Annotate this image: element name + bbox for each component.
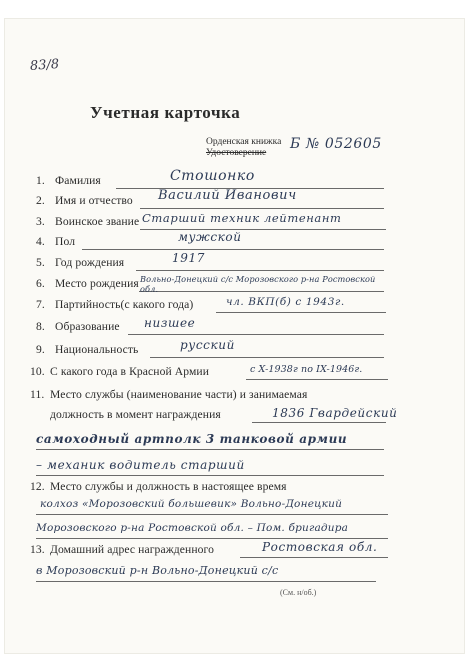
- order-book-label: Орденская книжка: [206, 137, 282, 147]
- field-2-label: Имя и отчество: [55, 194, 133, 207]
- field-4-num: 4.: [36, 235, 45, 248]
- field-7-num: 7.: [36, 298, 45, 311]
- field-2-num: 2.: [36, 194, 45, 207]
- field-11-num: 11.: [30, 388, 45, 401]
- field-9-line: [150, 357, 384, 358]
- field-10-label: С какого года в Красной Армии: [50, 365, 210, 378]
- field-7-line: [216, 312, 386, 313]
- field-4-line: [82, 249, 384, 250]
- field-7-label: Партийность(с какого года): [55, 298, 194, 311]
- field-9-num: 9.: [36, 343, 45, 356]
- field-12-num: 12.: [30, 480, 45, 493]
- field-5-label: Год рождения: [55, 256, 125, 269]
- field-9-label: Национальность: [55, 343, 139, 356]
- field-11-label-line1: Место службы (наименование части) и занимаемая: [50, 388, 308, 401]
- field-11-label-line2: должность в момент награждения: [50, 408, 221, 421]
- field-12-line1: [36, 514, 388, 515]
- field-3-value: Старший техник лейтенант: [142, 211, 342, 225]
- field-12-label: Место службы и должность в настоящее время: [50, 480, 287, 493]
- field-3-num: 3.: [36, 215, 45, 228]
- field-2-line: [140, 208, 384, 209]
- field-9-value: русский: [180, 338, 235, 352]
- field-7-value: чл. ВКП(б) с 1943г.: [226, 296, 345, 308]
- field-3-line: [140, 229, 386, 230]
- field-6-value: Вольно-Донецкий с/с Морозовского р-на Ростовской обл.: [140, 274, 376, 294]
- field-5-line: [136, 270, 384, 271]
- field-8-line: [128, 334, 384, 335]
- field-1-num: 1.: [36, 174, 45, 187]
- field-12-line2: [36, 538, 388, 539]
- field-13-label: Домашний адрес награжденного: [50, 543, 215, 556]
- field-13-value-line2: в Морозовский р-н Вольно-Донецкий с/с: [36, 564, 279, 577]
- field-11-value-line2: самоходный артполк 3 танковой армии: [36, 432, 348, 446]
- field-1-value: Стошонко: [170, 168, 255, 184]
- field-11-value-line3: – механик водитель старший: [36, 458, 245, 472]
- field-5-num: 5.: [36, 256, 45, 269]
- field-12-value-line1: колхоз «Морозовский большевик» Вольно-Донецкий: [40, 498, 343, 510]
- field-10-value: с X-1938г по IX-1946г.: [250, 364, 363, 375]
- field-11-line1: [252, 422, 386, 423]
- field-8-num: 8.: [36, 320, 45, 333]
- card-title: Учетная карточка: [90, 103, 241, 122]
- field-8-label: Образование: [55, 320, 120, 333]
- field-13-line1: [240, 557, 388, 558]
- field-3-label: Воинское звание: [55, 215, 140, 228]
- field-12-value-line2: Морозовского р-на Ростовской обл. – Пом. бригадира: [36, 522, 349, 534]
- corner-note: 83/8: [29, 56, 60, 75]
- order-book-struck-label: Удостоверение: [206, 148, 267, 158]
- field-1-label: Фамилия: [55, 174, 101, 187]
- field-10-line: [246, 379, 388, 380]
- field-8-value: низшее: [144, 316, 196, 330]
- order-book-number: Б № 052605: [290, 136, 382, 152]
- footer-note: (См. н/об.): [280, 588, 317, 597]
- field-11-value-line1: 1836 Гвардейский: [272, 406, 398, 420]
- field-5-value: 1917: [172, 251, 205, 265]
- field-11-line2: [36, 449, 384, 450]
- field-13-line2: [36, 581, 376, 582]
- field-4-value: мужской: [178, 230, 242, 244]
- field-4-label: Пол: [55, 235, 76, 248]
- field-11-line3: [36, 475, 384, 476]
- field-13-value-line1: Ростовская обл.: [262, 540, 378, 554]
- field-6-label: Место рождения: [55, 277, 139, 290]
- field-13-num: 13.: [30, 543, 45, 556]
- field-2-value: Василий Иванович: [158, 188, 297, 203]
- field-10-num: 10.: [30, 365, 45, 378]
- field-6-num: 6.: [36, 277, 45, 290]
